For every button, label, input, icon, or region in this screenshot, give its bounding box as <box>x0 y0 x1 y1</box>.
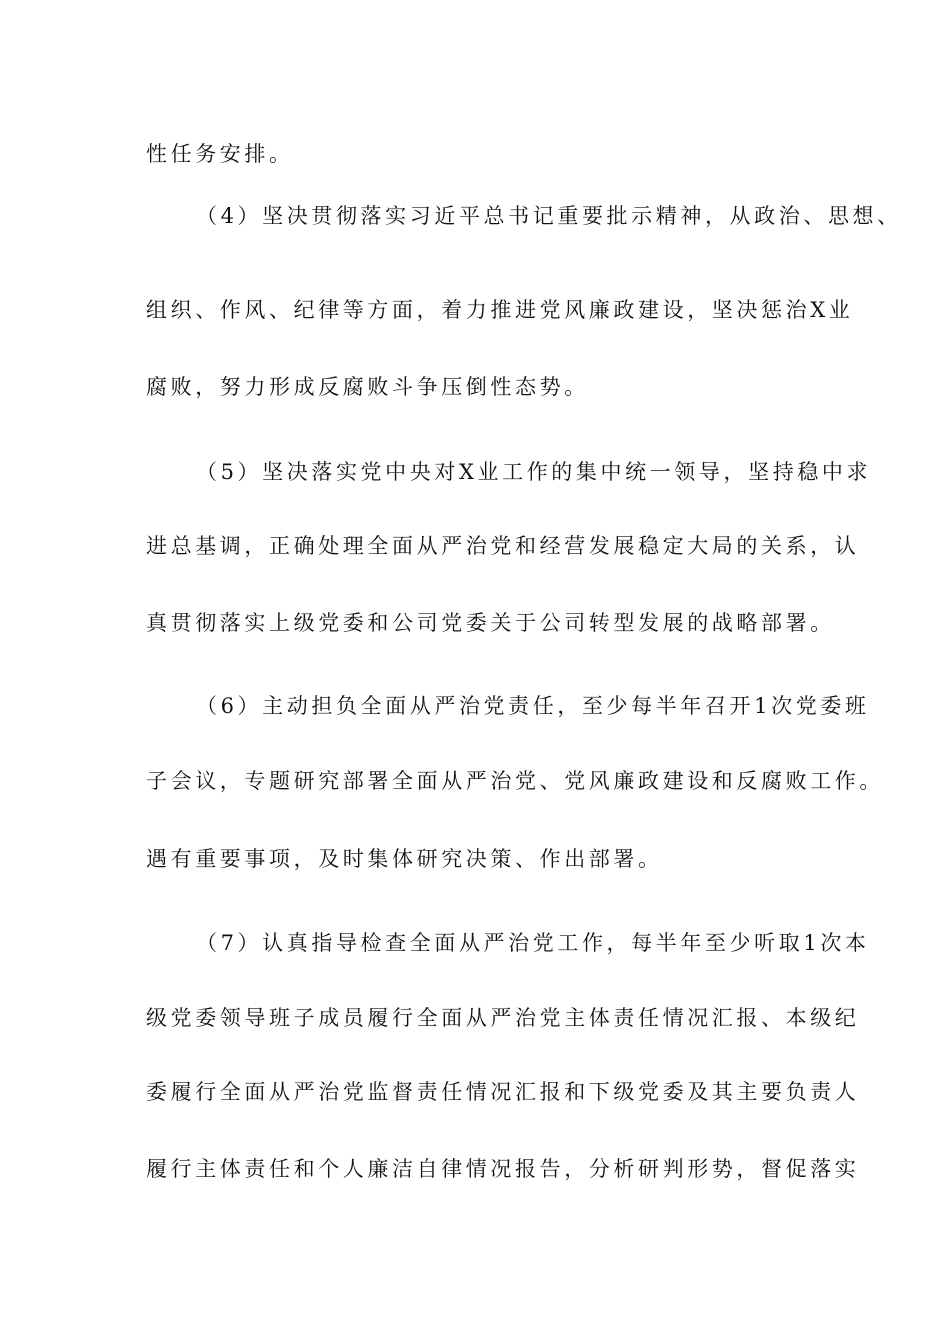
text-line: 委履行全面从严治党监督责任情况汇报和下级党委及其主要负责人 <box>146 1080 860 1104</box>
text-line: 组织、作风、纪律等方面，着力推进党风廉政建设，坚决惩治X业 <box>146 298 854 322</box>
paragraph-5-start: （5）坚决落实党中央对X业工作的集中统一领导，坚持稳中求 <box>196 460 872 484</box>
text-line: 腐败，努力形成反腐败斗争压倒性态势。 <box>146 375 589 399</box>
text-line: 遇有重要事项，及时集体研究决策、作出部署。 <box>146 847 663 871</box>
text-line: 性任务安排。 <box>146 142 294 166</box>
text-line: 级党委领导班子成员履行全面从严治党主体责任情况汇报、本级纪 <box>146 1006 860 1030</box>
text-line: 履行主体责任和个人廉洁自律情况报告，分析研判形势，督促落实 <box>146 1157 860 1181</box>
paragraph-6-start: （6）主动担负全面从严治党责任，至少每半年召开1次党委班 <box>196 694 870 718</box>
paragraph-4-start: （4）坚决贯彻落实习近平总书记重要批示精神，从政治、思想、 <box>196 204 902 228</box>
text-line: 真贯彻落实上级党委和公司党委关于公司转型发展的战略部署。 <box>146 611 835 635</box>
paragraph-7-start: （7）认真指导检查全面从严治党工作，每半年至少听取1次本 <box>196 931 870 955</box>
text-line: 进总基调，正确处理全面从严治党和经营发展稳定大局的关系，认 <box>146 534 860 558</box>
text-line: 子会议，专题研究部署全面从严治党、党风廉政建设和反腐败工作。 <box>146 769 884 793</box>
